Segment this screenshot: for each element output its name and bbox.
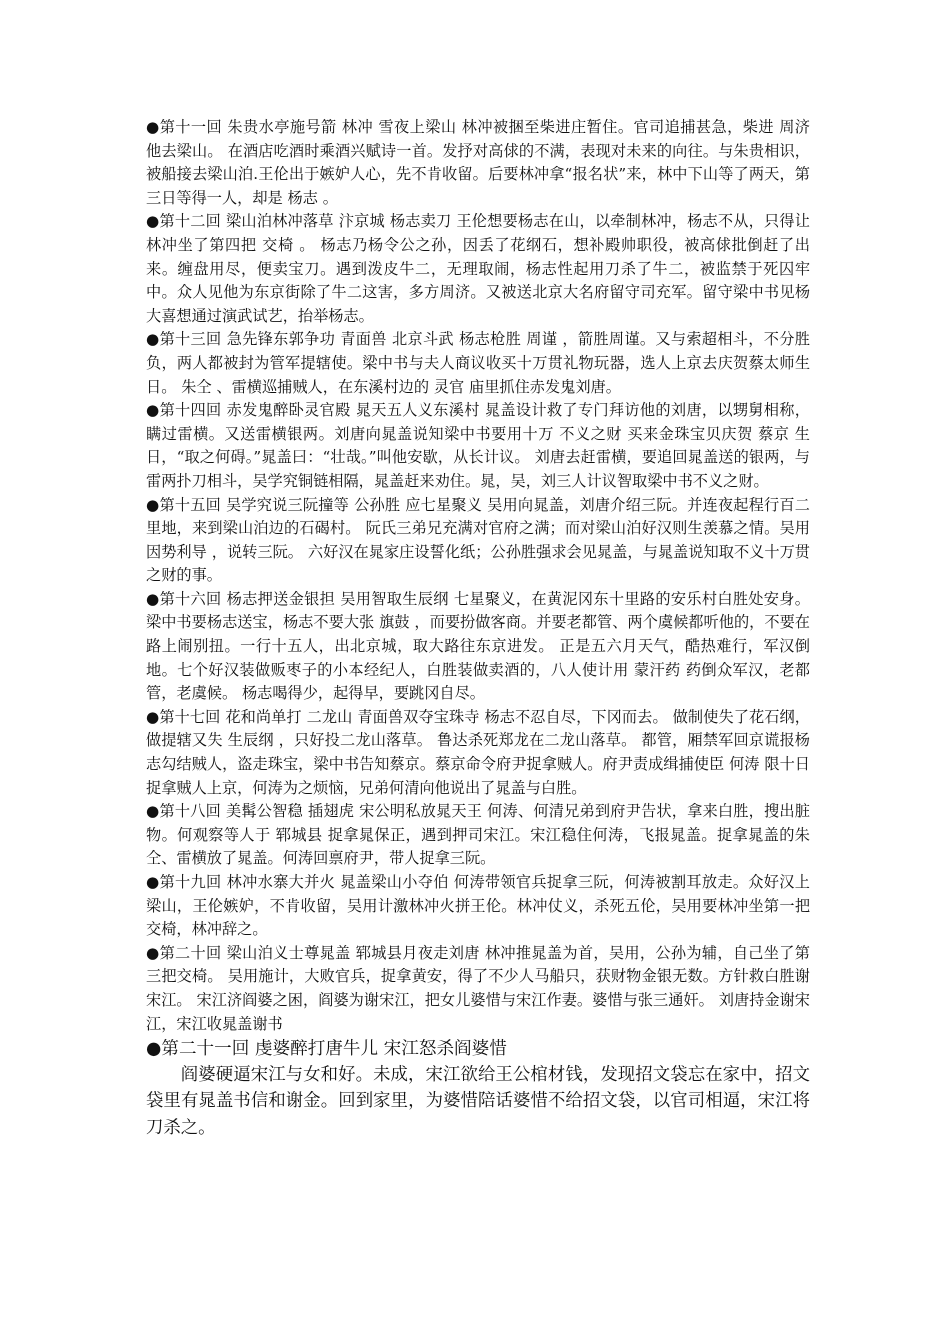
chapter-summary-text: 第十二回 梁山泊林冲落草 汴京城 杨志卖刀 王伦想要杨志在山，以牵制林冲，杨志不从，只得让林冲坐了第四把 交椅 。 杨志乃杨令公之孙，因丢了花纲石，想补殿帅职役，被高俅批倒赶了出来。缠盘用尽，便卖宝刀。遇到泼皮牛二，无理取闹，杨志性起用刀杀了牛二，被监禁于死囚牢中。众人见他为东京街除了牛二这害，多方周济。又被送北京大名府留守司充军。留守梁中书见杨大喜想通过演武试艺，抬举杨志。: [146, 212, 810, 325]
chapter-summary-text: 第十六回 杨志押送金银担 吴用智取生辰纲 七星聚义，在黄泥冈东十里路的安乐村白胜处安身。 梁中书要杨志送宝，杨志不要大张 旗鼓 ，而要扮做客商。并要老都管、两个虞候都听他的，不要在路上闹别扭。一行十五人，出北京城，取大路往东京进发。 正是五六月天气，酷热难行，军汉倒地。七个好汉装做贩枣子的小本经纪人，白胜装做卖酒的，八人使计用 蒙汗药 药倒众军汉，老都管，老虞候。 杨志喝得少，起得早，要跳冈自尽。: [146, 589, 810, 703]
bullet-icon: ●: [146, 943, 160, 962]
bullet-icon: ●: [146, 802, 160, 821]
bullet-icon: ●: [146, 707, 160, 726]
chapter-summary-text: 第十四回 赤发鬼醉卧灵官殿 晁天五人义东溪村 晁盖设计救了专门拜访他的刘唐，以甥舅相称，瞒过雷横。又送雷横银两。刘唐向晁盖说知梁中书要用十万 不义之财 买来金珠宝贝庆贺 蔡京 生日，“取之何碍。”晁盖曰：“壮哉。”叫他安歇，从长计议。 刘唐去赶雷横，要追回晁盖送的银两，与雷两扑刀相斗，吴学究铜链相隔，晁盖赶来劝住。晁，吴，刘三人计议智取梁中书不义之财。: [146, 401, 810, 490]
bullet-icon: ●: [146, 330, 160, 349]
chapter-summary-20: [146, 942, 810, 1036]
bullet-icon: ●: [146, 212, 160, 231]
bullet-icon: ●: [146, 589, 160, 608]
chapter-summary-text: 第十三回 急先锋东郭争功 青面兽 北京斗武 杨志枪胜 周谨 ，箭胜周谨。又与索超相斗，不分胜负，两人都被封为管军提辖使。梁中书与夫人商议收买十万贯礼物玩器，选人上京去庆贺蔡太师生日。 朱仝 、雷横巡捕贼人，在东溪村边的 灵官 庙里抓住赤发鬼刘唐。: [146, 330, 810, 396]
chapter-summary-15: [146, 494, 810, 588]
bullet-icon: ●: [146, 118, 160, 136]
bullet-icon: ●: [146, 873, 160, 891]
bullet-icon: ●: [146, 401, 160, 420]
chapter-heading-text: 第二十一回 虔婆醉打唐牛儿 宋江怒杀阎婆惜: [161, 1039, 507, 1060]
chapter-summary-16: [146, 588, 810, 706]
chapter-summary-text: 第十九回 林冲水寨大并火 晁盖梁山小夺伯 何涛带领官兵捉拿三阮，何涛被割耳放走。众好汉上梁山，王伦嫉妒，不肯收留，吴用计激林冲火拼王伦。林冲仗义，杀死五伦，吴用要林冲坐第一把交椅，林冲辞之。: [146, 873, 810, 939]
chapter-summary-12: [146, 210, 810, 328]
chapter-summary-text: 第二十回 梁山泊义士尊晁盖 郓城县月夜走刘唐 林冲推晁盖为首，吴用，公孙为辅，自己坐了第三把交椅。 吴用施计，大败官兵，捉拿黄安，得了不少人马船只，获财物金银无数。方针救白胜谢宋江。 宋江济阎婆之困，阎婆为谢宋江，把女儿婆惜与宋江作妻。婆惜与张三通奸。 刘唐持金谢宋江，宋江收晁盖谢书: [146, 943, 810, 1033]
document-page: [146, 116, 810, 1141]
chapter-summary-14: [146, 399, 810, 493]
chapter-summary-19: [146, 871, 810, 942]
chapter-summary-13: [146, 328, 810, 399]
chapter-summary-text: 第十一回 朱贵水亭施号箭 林冲 雪夜上梁山 林冲被捆至柴进庄暂住。官司追捕甚急，柴进 周济 他去梁山。 在酒店吃酒时乘酒兴赋诗一首。发抒对高俅的不满，表现对未来的向往。与朱贵相识，被船接去梁山泊.王伦出于嫉妒人心，先不肯收留。后要林冲拿“报名状”来，林中下山等了两天，第三日等得一人，却是 杨志 。: [146, 118, 810, 207]
chapter-heading-21: [146, 1036, 810, 1062]
chapter-summary-17: [146, 706, 810, 800]
chapter-summary-text: 第十七回 花和尚单打 二龙山 青面兽双夺宝珠寺 杨志不忍自尽，下冈而去。 做制使失了花石纲，做提辖又失 生辰纲 ，只好投二龙山落草。 鲁达杀死郑龙在二龙山落草。 都管，厢禁军回京谎报杨志勾结贼人，盗走珠宝，梁中书告知蔡京。蔡京命令府尹捉拿贼人。府尹责成缉捕使臣 何涛 限十日捉拿贼人上京，何涛为之烦恼，兄弟何清向他说出了晁盖与白胜。: [146, 707, 810, 797]
chapter-21-body: 阎婆硬逼宋江与女和好。未成，宋江欲给王公棺材钱，发现招文袋忘在家中，招文袋里有晁盖书信和谢金。回到家里，为婆惜陪话婆惜不给招文袋，以官司相逼，宋江将刀杀之。: [146, 1065, 810, 1138]
bullet-icon: ●: [146, 495, 160, 514]
bullet-icon: ●: [146, 1039, 162, 1060]
chapter-summary-text: 第十五回 吴学究说三阮撞等 公孙胜 应七星聚义 吴用向晁盖，刘唐介绍三阮。并连夜起程行百二里地，来到梁山泊边的石碣村。 阮氏三弟兄充满对官府之满；而对梁山泊好汉则生羡慕之情。吴用 因势利导 ，说转三阮。 六好汉在晁家庄设誓化纸；公孙胜强求会见晁盖，与晁盖说知取不义十万贯之财的事。: [146, 495, 810, 585]
chapter-summary-18: [146, 800, 810, 871]
chapter-summary-11: [146, 116, 810, 210]
chapter-summary-text: 第十八回 美髯公智稳 插翅虎 宋公明私放晁天王 何涛、何清兄弟到府尹告状，拿来白胜，搜出脏物。何观察等人于 郓城县 捉拿晁保正，遇到押司宋江。宋江稳住何涛，飞报晁盖。捉拿晁盖的朱仝、雷横放了晁盖。何涛回禀府尹，带人捉拿三阮。: [146, 802, 810, 868]
